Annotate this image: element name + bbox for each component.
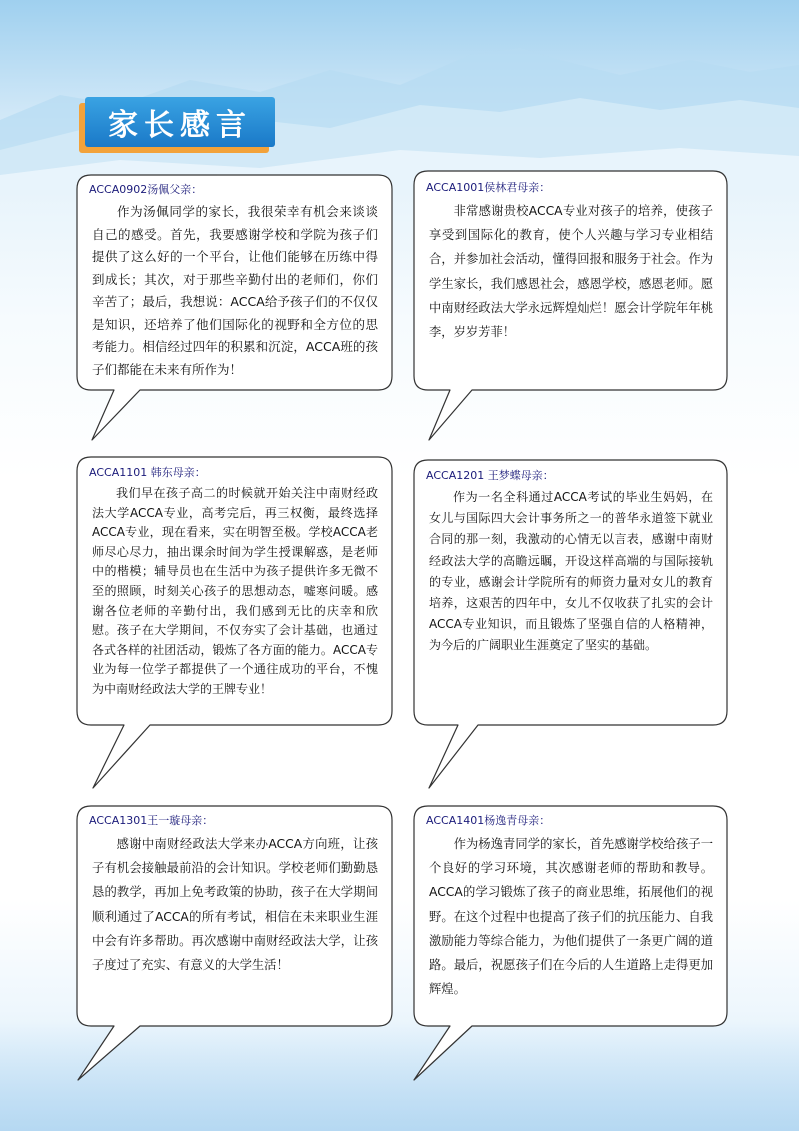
testimonial-author: ACCA1401杨逸青母亲： bbox=[426, 814, 551, 827]
testimonial-card bbox=[417, 468, 725, 657]
testimonial-text: 非常感谢贵校ACCA专业对孩子的培养，使孩子享受到国际化的教育，使个人兴趣与学习专业相结合，并参加社会活动，懂得回报和服务于社会。作为学生家长，我们感恩社会，感恩学校，感恩老师。愿中南财经政法大学永远辉煌灿烂！愿会计学院年年桃李，岁岁芳菲！ bbox=[429, 204, 713, 340]
testimonial-card bbox=[80, 182, 390, 381]
testimonial-author: ACCA1301王一璇母亲： bbox=[89, 814, 214, 827]
testimonial-card bbox=[417, 813, 725, 1001]
testimonial-text: 作为一名全科通过ACCA考试的毕业生妈妈，在女儿与国际四大会计事务所之一的普华永道签下就业合同的那一刻，我激动的心情无以言表，感谢中南财经政法大学的高瞻远瞩，开设这样高端的与国际接轨的专业，感谢会计学院所有的师资力量对女儿的教育培养，这艰苦的四年中，女儿不仅收获了扎实的会计ACCA专业知识，而且锻炼了坚强自信的人格精神，为今后的广阔职业生涯奠定了坚实的基础。 bbox=[429, 490, 713, 653]
testimonial-card bbox=[80, 813, 390, 977]
testimonial-text: 作为杨逸青同学的家长，首先感谢学校给孩子一个良好的学习环境，其次感谢老师的帮助和教导。ACCA的学习锻炼了孩子的商业思维，拓展他们的视野。在这个过程中也提高了孩子们的抗压能力、自我激励能力等综合能力，为他们提供了一条更广阔的道路。最后，祝愿孩子们在今后的人生道路上走得更加辉煌。 bbox=[429, 837, 713, 997]
testimonial-text: 作为汤佩同学的家长，我很荣幸有机会来谈谈自己的感受。首先，我要感谢学校和学院为孩子们提供了这么好的一个平台，让他们能够在历练中得到成长；其次，对于那些辛勤付出的老师们，你们辛苦了；最后，我想说：ACCA给予孩子们的不仅仅是知识，还培养了他们国际化的视野和全方位的思考能力。相信经过四年的积累和沉淀，ACCA班的孩子们都能在未来有所作为！ bbox=[92, 204, 378, 377]
testimonial-card bbox=[80, 465, 390, 700]
page-title: 家长感言 bbox=[108, 108, 252, 143]
testimonial-author: ACCA1001侯林君母亲： bbox=[426, 181, 551, 194]
testimonial-text: 感谢中南财经政法大学来办ACCA方向班，让孩子有机会接触最前沿的会计知识。学校老师们勤勤恳恳的教学，再加上免考政策的协助，孩子在大学期间顺利通过了ACCA的所有考试，相信在未来职业生涯中会有许多帮助。再次感谢中南财经政法大学，让孩子度过了充实、有意义的大学生活！ bbox=[92, 837, 378, 973]
testimonial-author: ACCA1101 韩东母亲： bbox=[89, 466, 206, 479]
testimonial-author: ACCA0902汤佩父亲： bbox=[89, 183, 203, 196]
testimonial-text: 我们早在孩子高二的时候就开始关注中南财经政法大学ACCA专业，高考完后，再三权衡，最终选择ACCA专业，现在看来，实在明智至极。学校ACCA老师尽心尽力，抽出课余时间为学生授课解惑，是老师中的楷模；辅导员也在生活中为孩子提供许多无微不至的照顾，时刻关心孩子的思想动态，嘘寒问暖。感谢各位老师的辛勤付出，我们感到无比的庆幸和欣慰。孩子在大学期间，不仅夯实了会计基础，也通过各式各样的社团活动，锻炼了各方面的能力。ACCA专业为每一位学子都提供了一个通往成功的平台，不愧为中南财经政法大学的王牌专业！ bbox=[92, 486, 378, 696]
testimonial-card bbox=[417, 180, 725, 344]
testimonial-author: ACCA1201 王梦蝶母亲： bbox=[426, 469, 554, 482]
